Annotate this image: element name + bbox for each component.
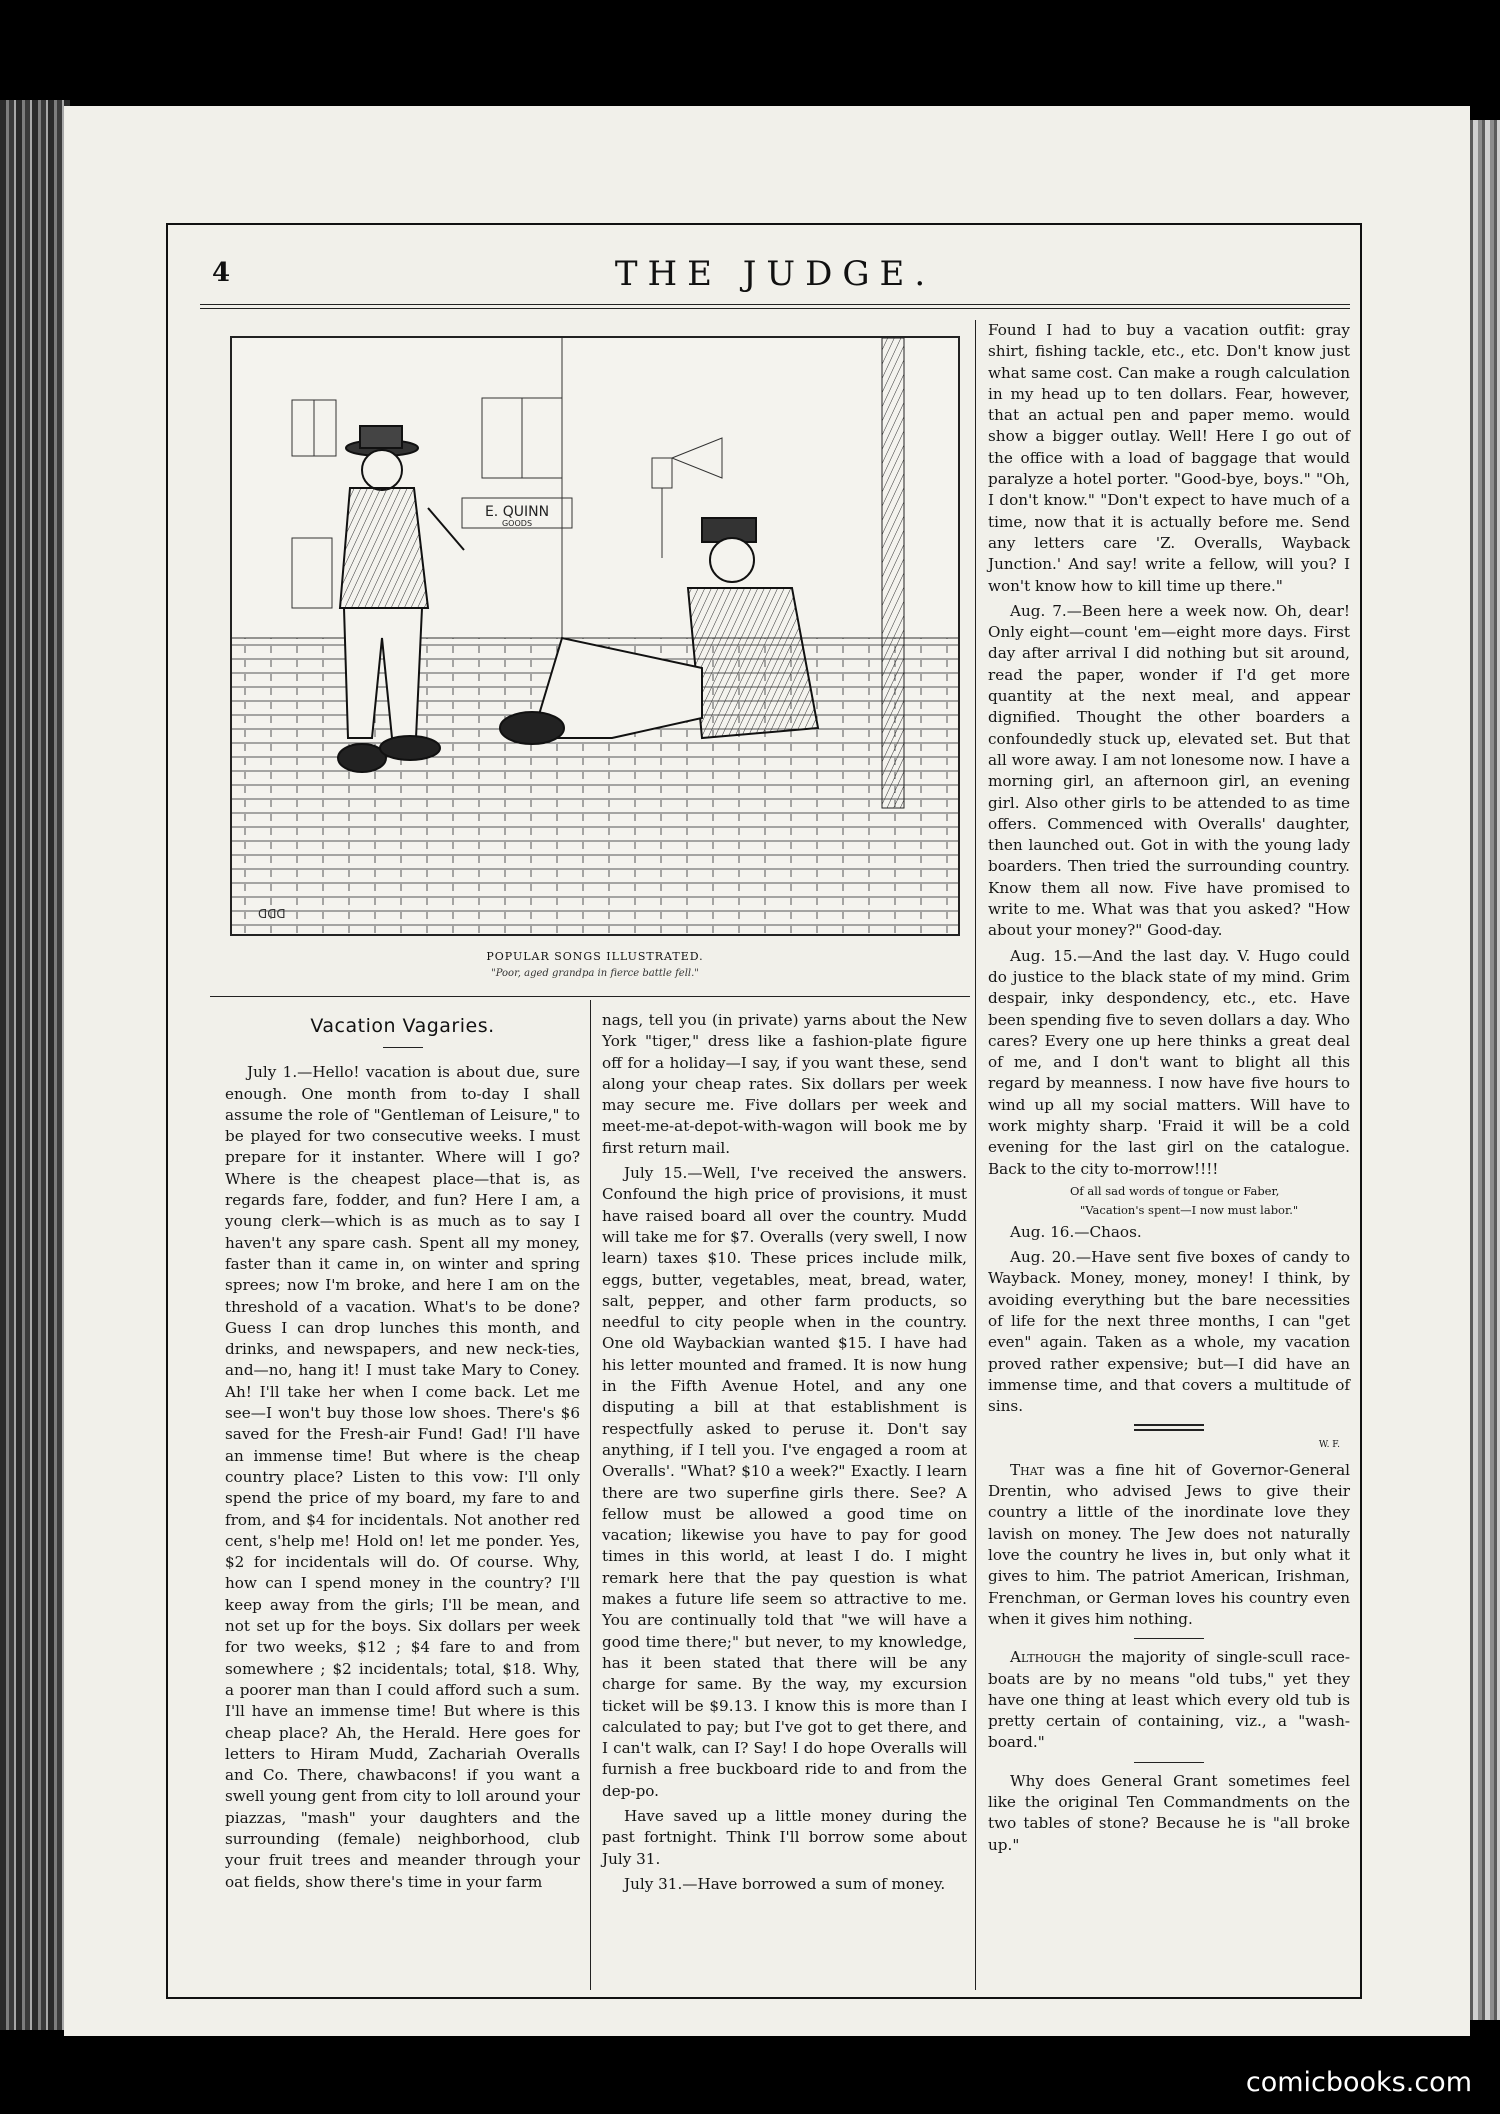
- lamp-post: [882, 338, 904, 808]
- article-paragraph: nags, tell you (in private) yarns about the New York "tiger," dress like a fashion-plate figure off for a holiday—I say, if you want these, send along your cheap rates. Six dollars per week may secure me. Five dollars per week and meet-me-at-depot-with-wagon will book me by first return mail.: [602, 1011, 967, 1157]
- page-header: [200, 250, 1350, 300]
- artist-signature: ᗡᗡᗡ: [258, 907, 286, 921]
- header-rule: [200, 304, 1350, 305]
- article-column-1: [225, 1010, 580, 1897]
- article-paragraph: July 1.—Hello! vacation is about due, sure enough. One month from to-day I shall assume the role of "Gentleman of Leisure," to be played for two consecutive weeks. I must prepare for it instanter. Where will I go? Where is the cheapest place—that is, as regards fare, fodder, and fun? Here I am, a young clerk—which is as much as to say I haven't any spare cash. Spent all my money, faster than it came in, on winter and spring sprees; now I'm broke, and here I am on the threshold of a vacation. What's to be done? Guess I can drop lunches this month, and drinks, and newspapers, and new neck-ties, and—no, hang it! I must take Mary to Coney. Ah! I'll take her when I come back. Let me see—I won't buy those low shoes. There's $6 saved for the Fresh-air Fund! Gad! I'll have an immense time! But where is the cheap country place? Listen to this vow: I'll only spend the price of my board, my fare to and from, and $4 for incidentals. Not another red cent, s'help me! Hold on! let me ponder. Yes, $2 for incidentals will do. Of course. Why, how can I spend money in the country? I'll keep away from the girls; I'll be mean, and not set up for the boys. Six dollars per week for two weeks, $12 ; $4 fare to and from somewhere ; $2 incidentals; total, $18. Why, a poorer man than I could afford such a sum. I'll have an immense time! But where is this cheap place? Ah, the Herald. Here goes for letters to Hiram Mudd, Zachariah Overalls and Co. There, chawbacons! if you want a swell young gent from city to loll around your piazzas, "mash" your daughters and the surrounding (female) neighborhood, club your fruit trees and meander through your oat fields, show there's time in your farm: [225, 1063, 580, 1891]
- article-column-2: [602, 1010, 967, 1899]
- article-paragraph: Aug. 20.—Have sent five boxes of candy to Wayback. Money, money, money! I think, by avoiding everything but the bare necessities of life for the next three months, I can "get even" again. Taken as a whole, my vacation proved rather expensive; but—I did have an immense time, and that covers a multitude of sins.: [988, 1248, 1350, 1416]
- paragraph-text: was a fine hit of Governor-General Drentin, who advised Jews to give their country a little of the inordinate love they lavish on money. The Jew does not naturally love the country he lives in, but only what it gives to him. The patriot American, Irishman, Frenchman, or German loves his country even when it gives him nothing.: [988, 1460, 1350, 1628]
- article-paragraph: Aug. 16.—Chaos.: [1010, 1222, 1142, 1241]
- article-paragraph: July 31.—Have borrowed a sum of money.: [624, 1874, 946, 1893]
- verse-line: "Vacation's spent—I now must labor.": [1080, 1202, 1299, 1217]
- illustration-bottom-rule: [210, 996, 970, 997]
- shop-sign: E. QUINN: [484, 504, 550, 520]
- paragraph-governor: [988, 1460, 1350, 1630]
- column-divider-1: [590, 1000, 591, 1990]
- masthead-title: THE JUDGE.: [614, 254, 936, 294]
- lead-word: Although: [1010, 1648, 1081, 1667]
- article-title: Vacation Vagaries.: [310, 1015, 495, 1037]
- paragraph-race-boats: [988, 1647, 1350, 1753]
- article-paragraph: Aug. 15.—And the last day. V. Hugo could do justice to the black state of my mind. Grim despair, inky despondency, etc., etc. Have been spending five to seven dollars a day. Who cares? Every one up here thinks a great deal of me, and I don't want to blight all this regard by meanness. I now have five hours to wind up all my social matters. Will have to work mighty sharp. 'Fraid it will be a cold evening for the last girl on the catalogue. Back to the city to-morrow!!!!: [988, 946, 1350, 1178]
- article-paragraph: Aug. 7.—Been here a week now. Oh, dear! Only eight—count 'em—eight more days. First day after arrival I did nothing but sit around, read the paper, wonder if I'd get more quantity at the next meal, and appear dignified. Thought the other boarders a confoundedly stuck up, elevated set. But that all wore away. I am not lonesome now. I have a morning girl, an afternoon girl, an evening girl. Also other girls to be attended to as time offers. Commenced with Overalls' daughter, then launched out. Got in with the young lady boarders. Then tried the surrounding country. Know them all now. Five have promised to write to me. What was that you asked? "How about your money?" Good-day.: [988, 601, 1350, 940]
- header-rule-2: [200, 308, 1350, 309]
- article-paragraph: July 15.—Well, I've received the answers. Confound the high price of provisions, it must have raised board all over the country. Mudd will take me for $7. Overalls (very swell, I now learn) taxes $10. These prices include milk, eggs, butter, vegetables, meat, bread, water, salt, pepper, and other farm products, so needful to city people when in the country. One old Waybackian wanted $15. I have had his letter mounted and framed. It is now hung in the Fifth Avenue Hotel, and any one disputing a bill at that establishment is respectfully asked to peruse it. Don't say anything, if I tell you. I've engaged a room at Overalls'. "What? $10 a week?" Exactly. I learn there are two superfine girls there. See? A fellow must be allowed a good time on vacation; likewise you have to pay for good times in this world, at least I do. I might remark here that the pay question is what makes a future life seem so attractive to me. You are continually told that "we will have a good time there;" but never, to my knowledge, has it been stated that there will be any charge for same. By the way, my excursion ticket will be $9.13. I know this is more than I calculated to pay; but I've got to get there, and I can't walk, can I? Say! I do hope Overalls will furnish a free buckboard ride to and from the dep-po.: [602, 1164, 967, 1800]
- separator-rule: [1134, 1762, 1204, 1763]
- book-binding-right: [1470, 120, 1500, 2020]
- article-signature: W. F.: [1318, 1439, 1340, 1450]
- separator-rule: [1134, 1638, 1204, 1639]
- shop-sign-sub: GOODS: [501, 519, 533, 528]
- paragraph-text: the majority of single-scull race-boats are by no means "old tubs," yet they have one thing at least which every old tub is pretty certain of containing, viz., a "wash-board.": [988, 1648, 1350, 1752]
- illustration-popular-songs: [230, 336, 960, 936]
- fallen-man-figure: [500, 518, 818, 744]
- page-number: 4: [212, 258, 231, 288]
- illustration-caption-title: POPULAR SONGS ILLUSTRATED.: [486, 950, 704, 963]
- title-rule: [383, 1047, 423, 1048]
- lead-word: That: [1010, 1460, 1045, 1479]
- column-divider-2: [975, 320, 976, 1990]
- illustration-drawing: [232, 338, 958, 934]
- article-paragraph: Found I had to buy a vacation outfit: gray shirt, fishing tackle, etc., etc. Don't know just what same cost. Can make a rough calculation in my head up to ten dollars. Fear, however, that an actual pen and paper memo. would show a bigger outlay. Well! Here I go out of the office with a load of baggage that would paralyze a hotel porter. "Good-bye, boys." "Oh, I don't know." "Don't expect to have much of a time, now that it is actually before me. Send any letters care 'Z. Overalls, Wayback Junction.' And say! write a fellow, will you? I won't know how to kill time up there.": [988, 321, 1350, 595]
- article-column-3: [988, 320, 1350, 1860]
- paragraph-grant: Why does General Grant sometimes feel like the original Ten Commandments on the two tables of stone? Because he is "all broke up.": [988, 1771, 1350, 1854]
- article-paragraph: Have saved up a little money during the past fortnight. Think I'll borrow some about July 31.: [602, 1806, 967, 1868]
- verse-line: Of all sad words of tongue or Faber,: [1070, 1183, 1280, 1198]
- site-watermark: comicbooks.com: [1245, 2067, 1472, 2098]
- illustration-caption-line: "Poor, aged grandpa in fierce battle fell.": [491, 968, 699, 979]
- book-binding-left: [0, 100, 70, 2030]
- double-rule: [1134, 1424, 1204, 1431]
